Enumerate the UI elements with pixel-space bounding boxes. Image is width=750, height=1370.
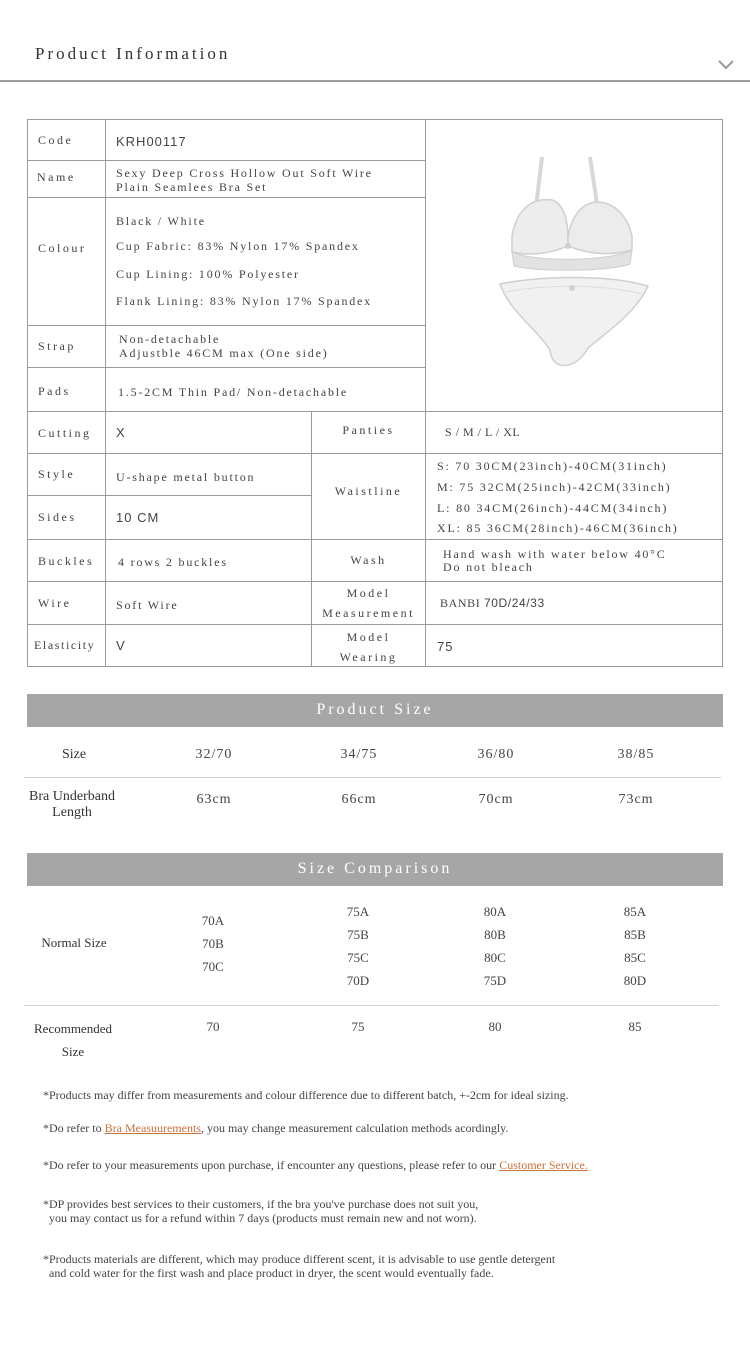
colour-label: Colour bbox=[38, 241, 87, 255]
size-comparison-heading: Size Comparison bbox=[27, 853, 723, 886]
model-wearing-value: 75 bbox=[437, 639, 454, 654]
cutting-value: X bbox=[116, 425, 126, 440]
underband-cell: 63cm bbox=[196, 792, 232, 807]
model-wearing-label: Model bbox=[346, 630, 391, 644]
table-divider bbox=[24, 1005, 719, 1006]
panties-value: S / M / L / XL bbox=[445, 425, 521, 439]
size-cell: 38/85 bbox=[617, 747, 655, 762]
note-measurements: *Do refer to Bra Measuurements, you may change measurement calculation methods acordingly. bbox=[43, 1121, 509, 1135]
name-label: Name bbox=[37, 170, 76, 184]
normal-size-column: 75A 75B 75C 70D bbox=[346, 904, 370, 988]
colour-line: Cup Lining: 100% Polyester bbox=[116, 267, 300, 281]
size-cell: 36/80 bbox=[477, 747, 515, 762]
product-size-heading: Product Size bbox=[27, 694, 723, 727]
normal-size-column: 80A 80B 80C 75D bbox=[483, 904, 507, 988]
colour-line: Black / White bbox=[116, 214, 206, 228]
size-cell: 32/70 bbox=[195, 747, 233, 762]
strap-value-line2: Adjustble 46CM max (One side) bbox=[119, 346, 329, 360]
model-measurement-value bbox=[440, 596, 545, 611]
underband-cell: 70cm bbox=[478, 792, 514, 807]
buckles-label: Buckles bbox=[38, 554, 95, 568]
size-cell: 34/75 bbox=[340, 747, 378, 762]
cutting-label: Cutting bbox=[38, 426, 92, 440]
model-measurement-label: Model bbox=[346, 586, 391, 600]
wire-value: Soft Wire bbox=[116, 598, 179, 612]
wash-value-line1: Hand wash with water below 40°C bbox=[443, 547, 667, 561]
recommended-cell: 75 bbox=[351, 1019, 365, 1034]
normal-size-column: 70A 70B 70C bbox=[201, 913, 225, 974]
model-name: BANBI bbox=[440, 596, 481, 610]
table-divider bbox=[24, 777, 721, 778]
code-value: KRH00117 bbox=[116, 134, 187, 149]
wash-label: Wash bbox=[350, 553, 387, 567]
panties-label: Panties bbox=[342, 423, 395, 437]
wire-label: Wire bbox=[38, 596, 72, 610]
normal-size-label: Normal Size bbox=[41, 935, 107, 950]
pads-value: 1.5-2CM Thin Pad/ Non-detachable bbox=[118, 385, 349, 399]
chevron-down-icon[interactable] bbox=[716, 54, 736, 74]
style-value: U-shape metal button bbox=[116, 470, 256, 484]
note-refund: *DP provides best services to their customers, if the bra you've purchase does not suit you, you may contact us for a refund within 7 days (products must remain new and not worn). bbox=[43, 1197, 479, 1225]
sides-label: Sides bbox=[38, 510, 77, 524]
recommended-cell: 80 bbox=[488, 1019, 502, 1034]
size-row-label: Size bbox=[61, 747, 87, 762]
colour-line: Flank Lining: 83% Nylon 17% Spandex bbox=[116, 294, 372, 308]
model-measurements: 70D/24/33 bbox=[483, 596, 545, 610]
normal-size-column: 85A 85B 85C 80D bbox=[623, 904, 647, 988]
recommended-size-label: Recommended Size bbox=[34, 1021, 112, 1059]
style-label: Style bbox=[38, 467, 76, 481]
pads-label: Pads bbox=[38, 384, 71, 398]
code-label: Code bbox=[38, 133, 74, 147]
model-wearing-label: Wearing bbox=[339, 650, 398, 664]
underband-label: Bra Underband Length bbox=[29, 789, 115, 820]
waistline-row: XL: 85 36CM(28inch)-46CM(36inch) bbox=[437, 521, 679, 535]
waistline-label: Waistline bbox=[334, 484, 403, 498]
page-title: Product Information bbox=[35, 44, 231, 63]
note-purchase: *Do refer to your measurements upon purchase, if encounter any questions, please refer to our Customer Service. bbox=[43, 1158, 588, 1172]
elasticity-label: Elasticity bbox=[34, 638, 96, 652]
customer-service-link[interactable]: Customer Service. bbox=[499, 1158, 588, 1172]
wash-value-line2: Do not bleach bbox=[443, 560, 534, 574]
recommended-cell: 85 bbox=[628, 1019, 642, 1034]
strap-value-line1: Non-detachable bbox=[119, 332, 221, 346]
waistline-row: L: 80 34CM(26inch)-44CM(34inch) bbox=[437, 501, 669, 515]
elasticity-value: V bbox=[116, 638, 126, 653]
name-value-line2: Plain Seamlees Bra Set bbox=[116, 180, 268, 194]
underband-cell: 66cm bbox=[341, 792, 377, 807]
waistline-row: M: 75 32CM(25inch)-42CM(33inch) bbox=[437, 480, 672, 494]
bra-measurements-link[interactable]: Bra Measuurements bbox=[104, 1121, 201, 1135]
sides-value: 10 CM bbox=[116, 510, 160, 525]
note-scent: *Products materials are different, which may produce different scent, it is advisable to use gentle detergent and cold water for the first wash and place product in dryer, the scent would eventually fade. bbox=[43, 1252, 556, 1280]
recommended-cell: 70 bbox=[206, 1019, 220, 1034]
waistline-row: S: 70 30CM(23inch)-40CM(31inch) bbox=[437, 459, 668, 473]
buckles-value: 4 rows 2 buckles bbox=[118, 555, 228, 569]
product-image bbox=[460, 152, 720, 377]
name-value-line1: Sexy Deep Cross Hollow Out Soft Wire bbox=[116, 166, 373, 180]
note-sizing: *Products may differ from measurements and colour difference due to different batch, +-2cm for ideal sizing. bbox=[43, 1088, 569, 1102]
underband-cell: 73cm bbox=[618, 792, 654, 807]
strap-label: Strap bbox=[38, 339, 76, 353]
header-divider bbox=[0, 80, 750, 82]
colour-line: Cup Fabric: 83% Nylon 17% Spandex bbox=[116, 239, 360, 253]
model-measurement-label: Measurement bbox=[322, 606, 415, 620]
